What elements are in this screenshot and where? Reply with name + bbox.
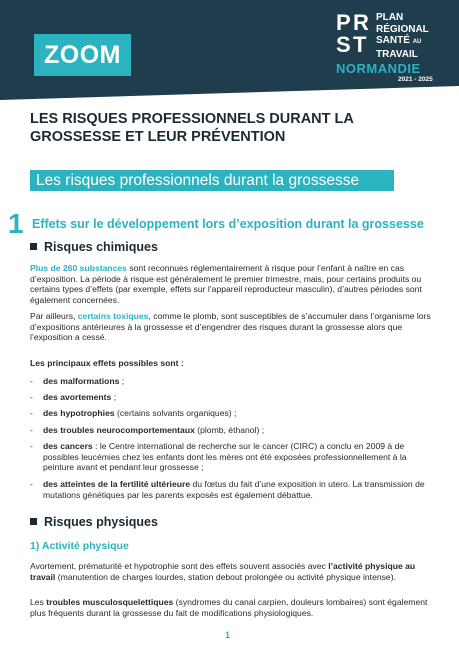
list-item: - des cancers : le Centre international de recherche sur le cancer (CIRC) a conclu en 2009 à de possibles leucémies chez les enfants dont les mères ont été exposées professionnellement à la peinture avant et pendant leur grossesse ;: [30, 441, 407, 473]
list-item-text: (plomb, éthanol) ;: [194, 425, 265, 435]
section-title: Effets sur le développement lors d’exposition durant la grossesse: [32, 217, 424, 231]
list-item-text: ;: [111, 392, 117, 402]
list-item-text: ;: [119, 376, 125, 386]
logo-text: [376, 12, 429, 60]
paragraph-tms: [30, 597, 435, 618]
logo-line-travail: TRAVAIL: [376, 48, 418, 60]
logo-letter-s: S: [336, 32, 351, 57]
document-title: [30, 110, 430, 146]
zoom-badge: ZOOM: [34, 34, 131, 76]
square-bullet-icon: [30, 243, 37, 250]
logo-region: NORMANDIE: [336, 61, 421, 76]
logo-line-plan: PLAN: [376, 12, 404, 23]
list-item-bold: des hypotrophies: [43, 408, 115, 418]
paragraph-tms-text: (syndromes du canal carpien, douleurs lombaires) sont également plus fréquents durant la grossesse du fait de modifications physiologiques.: [30, 597, 428, 618]
list-item: - des atteintes de la fertilité ultérieure du fœtus du fait d’une exposition in utero. La transmission de mutations génétiques par les parents exposés est également débattue.: [30, 479, 425, 500]
list-item-text: (certains solvants organiques) ;: [114, 408, 237, 418]
paragraph-activity-text: (manutention de charges lourdes, station debout prolongée ou activité physique intense).: [55, 571, 396, 582]
logo-letters: [336, 12, 372, 58]
list-item-bold: des avortements: [43, 392, 112, 402]
logo-line-sante: [376, 35, 429, 49]
page-number: 1: [225, 630, 231, 640]
logo-au: AU: [412, 39, 422, 45]
list-item-bold: des malformations: [43, 376, 120, 386]
paragraph-toxics-start: Par ailleurs,: [30, 311, 78, 321]
list-item-text: du fœtus du fait d’une exposition in utero. La transmission de mutations génétiques par les parents exposés est également débattue.: [43, 479, 425, 500]
list-item: - des troubles neurocomportementaux (plomb, éthanol) ;: [30, 425, 265, 435]
logo-sante: SANTÉ: [376, 35, 410, 46]
paragraph-activity-start: Avortement, prématurité et hypotrophie sont des effets souvent associés avec: [30, 561, 329, 571]
logo-letter-t: T: [353, 32, 367, 57]
paragraph-activity-bold: l’activité physique au travail: [30, 561, 416, 582]
paragraph-toxics: [30, 311, 435, 343]
effects-intro: Les principaux effets possibles sont :: [30, 358, 184, 368]
paragraph-substances-text: sont reconnues réglementairement à risque pour l’enfant à naître en cas d’exposition. La période à risque est généralement le premier trimestre, mais, pour certains produits ou certains types d’effets (par exemple, effets sur l’appareil reproducteur masculin), d’autres périodes sont également concernées.: [30, 263, 422, 305]
logo-line-regional: RÉGIONAL: [376, 23, 429, 35]
list-item: - des avortements ;: [30, 392, 117, 402]
section-number: 1: [8, 208, 24, 239]
subheading-physical: [30, 515, 158, 529]
logo-letter-r: R: [353, 10, 369, 35]
paragraph-toxics-text: , comme le plomb, sont susceptibles de s’accumuler dans l’organisme lors d’expositions antérieures à la grossesse et d’engendrer des risques durant la grossesse alors que l’exposition a cessé.: [30, 311, 431, 343]
paragraph-substances: [30, 263, 435, 305]
section-banner: Les risques professionnels durant la grossesse: [30, 170, 394, 191]
list-item-bold: des troubles neurocomportementaux: [43, 425, 195, 435]
prst-logo: [336, 12, 448, 86]
subheading-chemical-label: Risques chimiques: [44, 240, 158, 254]
title-line-1: LES RISQUES PROFESSIONNELS DURANT LA: [30, 111, 354, 127]
paragraph-tms-bold: troubles musculosquelettiques: [46, 597, 174, 607]
subheading-chemical: [30, 240, 158, 254]
paragraph-tms-start: Les: [30, 597, 47, 607]
list-item-bold: des atteintes de la fertilité ultérieure: [43, 479, 191, 489]
list-item: - des malformations ;: [30, 376, 125, 386]
list-item-text: : le Centre international de recherche sur le cancer (CIRC) a conclu en 2009 à de possibles leucémies chez les enfants dont les mères ont été exposées professionnellement à la peinture avant et pendant leur grossesse ;: [43, 441, 407, 473]
activity-title: 1) Activité physique: [30, 540, 129, 552]
logo-letter-p: P: [336, 10, 351, 35]
highlight-substances: Plus de 260 substances: [30, 263, 127, 273]
paragraph-activity: [30, 561, 435, 582]
list-item-bold: des cancers: [43, 441, 93, 451]
subheading-physical-label: Risques physiques: [44, 515, 158, 529]
highlight-toxics: certains toxiques: [77, 311, 149, 321]
square-bullet-icon: [30, 518, 37, 525]
title-line-2: GROSSESSE ET LEUR PRÉVENTION: [30, 129, 286, 145]
logo-years: 2021 - 2025: [398, 76, 433, 83]
page-header: [0, 0, 459, 100]
list-item: - des hypotrophies (certains solvants organiques) ;: [30, 408, 237, 418]
